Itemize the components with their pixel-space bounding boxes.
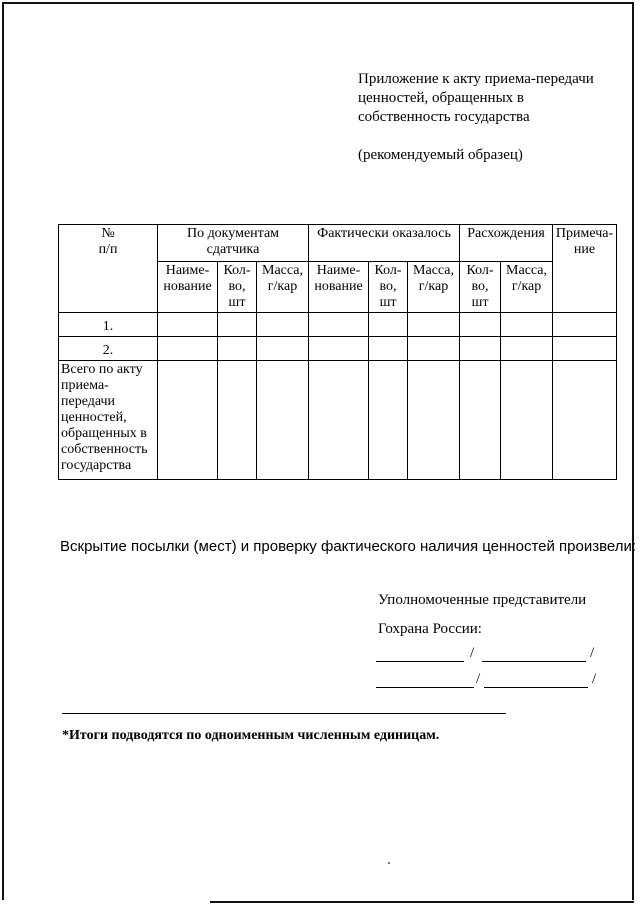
header-text: нование bbox=[314, 279, 363, 294]
header-text: Примеча- bbox=[555, 226, 614, 241]
subheader-qty bbox=[369, 262, 408, 313]
header-text: во, bbox=[228, 279, 246, 294]
signature-slash: / bbox=[470, 645, 475, 661]
header-text: № bbox=[101, 226, 115, 241]
header-note-column bbox=[553, 225, 617, 313]
header-text: нование bbox=[163, 279, 212, 294]
header-text: Расхождения bbox=[467, 226, 545, 241]
signature-slash: / bbox=[592, 671, 597, 687]
header-text: п/п bbox=[98, 242, 118, 257]
table-cell bbox=[460, 313, 501, 337]
inspection-statement: Вскрытие посылки (мест) и проверку фактического наличия ценностей произвели: bbox=[60, 538, 637, 555]
row-number: 1. bbox=[59, 313, 158, 337]
header-text: во, bbox=[471, 279, 489, 294]
table-cell bbox=[158, 313, 218, 337]
header-text: г/кар bbox=[511, 279, 542, 294]
total-text: собственность bbox=[61, 442, 148, 457]
table-cell bbox=[158, 361, 218, 480]
header-note: (рекомендуемый образец) bbox=[358, 147, 523, 163]
header-text: Масса, bbox=[262, 263, 303, 278]
total-text: Всего по акту bbox=[61, 362, 143, 377]
table-cell bbox=[408, 361, 460, 480]
subheader-name bbox=[309, 262, 369, 313]
total-text: обращенных в bbox=[61, 426, 147, 441]
signature-line bbox=[376, 671, 600, 689]
table-cell bbox=[257, 337, 309, 361]
name-blank bbox=[484, 671, 588, 688]
header-text: Кол- bbox=[223, 263, 251, 278]
table-row bbox=[59, 337, 617, 361]
header-text: шт bbox=[379, 295, 397, 310]
subheader-qty bbox=[460, 262, 501, 313]
header-text: Кол- bbox=[374, 263, 402, 278]
table-cell bbox=[257, 313, 309, 337]
signature-slash: / bbox=[590, 645, 595, 661]
table-cell bbox=[369, 313, 408, 337]
footnote-divider bbox=[62, 713, 506, 714]
subheader-name bbox=[158, 262, 218, 313]
table-row bbox=[59, 313, 617, 337]
table-cell bbox=[460, 337, 501, 361]
table-cell bbox=[553, 361, 617, 480]
table-header-row bbox=[59, 225, 617, 262]
table-cell bbox=[369, 337, 408, 361]
header-text: Кол- bbox=[466, 263, 494, 278]
footnote: *Итоги подводятся по одноименным численным единицам. bbox=[62, 728, 440, 743]
header-text: г/кар bbox=[418, 279, 449, 294]
total-text: приема- bbox=[61, 378, 109, 393]
table-cell bbox=[408, 313, 460, 337]
header-text: г/кар bbox=[267, 279, 298, 294]
table-cell bbox=[309, 337, 369, 361]
act-table bbox=[58, 224, 617, 480]
header-text: во, bbox=[379, 279, 397, 294]
table-cell bbox=[218, 337, 257, 361]
table-cell bbox=[218, 361, 257, 480]
header-text: шт bbox=[228, 295, 246, 310]
header-text: По документам bbox=[186, 226, 280, 241]
header-actual bbox=[309, 225, 460, 262]
header-line: собственность государства bbox=[358, 109, 530, 125]
table-cell bbox=[553, 313, 617, 337]
row-number: 2. bbox=[59, 337, 158, 361]
subheader-mass bbox=[257, 262, 309, 313]
total-label bbox=[59, 361, 158, 480]
signature-blank bbox=[376, 671, 474, 688]
header-line: ценностей, обращенных в bbox=[358, 90, 524, 106]
table-cell bbox=[501, 337, 553, 361]
table-cell bbox=[369, 361, 408, 480]
header-text: Масса, bbox=[506, 263, 548, 278]
appendix-header bbox=[358, 70, 628, 165]
signatories-subtitle: Гохрана России: bbox=[378, 621, 482, 637]
table-cell bbox=[460, 361, 501, 480]
signature-slash: / bbox=[476, 671, 481, 687]
table-cell bbox=[257, 361, 309, 480]
table-cell bbox=[309, 361, 369, 480]
header-text: Фактически оказалось bbox=[317, 226, 451, 241]
table-cell bbox=[501, 361, 553, 480]
subheader-qty bbox=[218, 262, 257, 313]
table-total-row bbox=[59, 361, 617, 480]
subheader-mass bbox=[408, 262, 460, 313]
table-cell bbox=[408, 337, 460, 361]
page-bottom-edge bbox=[210, 901, 634, 903]
table-cell bbox=[553, 337, 617, 361]
total-text: государства bbox=[61, 458, 132, 473]
total-text: ценностей, bbox=[61, 410, 127, 425]
header-text: Масса, bbox=[413, 263, 455, 278]
header-discrepancies bbox=[460, 225, 553, 262]
header-text: ние bbox=[573, 242, 596, 257]
scan-speck bbox=[388, 862, 390, 864]
header-number bbox=[59, 225, 158, 313]
header-text: шт bbox=[471, 295, 489, 310]
table-cell bbox=[158, 337, 218, 361]
table-cell bbox=[501, 313, 553, 337]
total-text: передачи bbox=[61, 394, 116, 409]
table-cell bbox=[218, 313, 257, 337]
header-text: сдатчика bbox=[206, 242, 260, 257]
signatories-title: Уполномоченные представители bbox=[378, 592, 587, 608]
signature-blank bbox=[376, 645, 464, 662]
header-by-documents bbox=[158, 225, 309, 262]
subheader-mass bbox=[501, 262, 553, 313]
table-cell bbox=[309, 313, 369, 337]
signature-line bbox=[376, 645, 600, 663]
header-text: Наиме- bbox=[165, 263, 210, 278]
header-line: Приложение к акту приема-передачи bbox=[358, 71, 594, 87]
header-text: Наиме- bbox=[316, 263, 361, 278]
name-blank bbox=[482, 645, 586, 662]
